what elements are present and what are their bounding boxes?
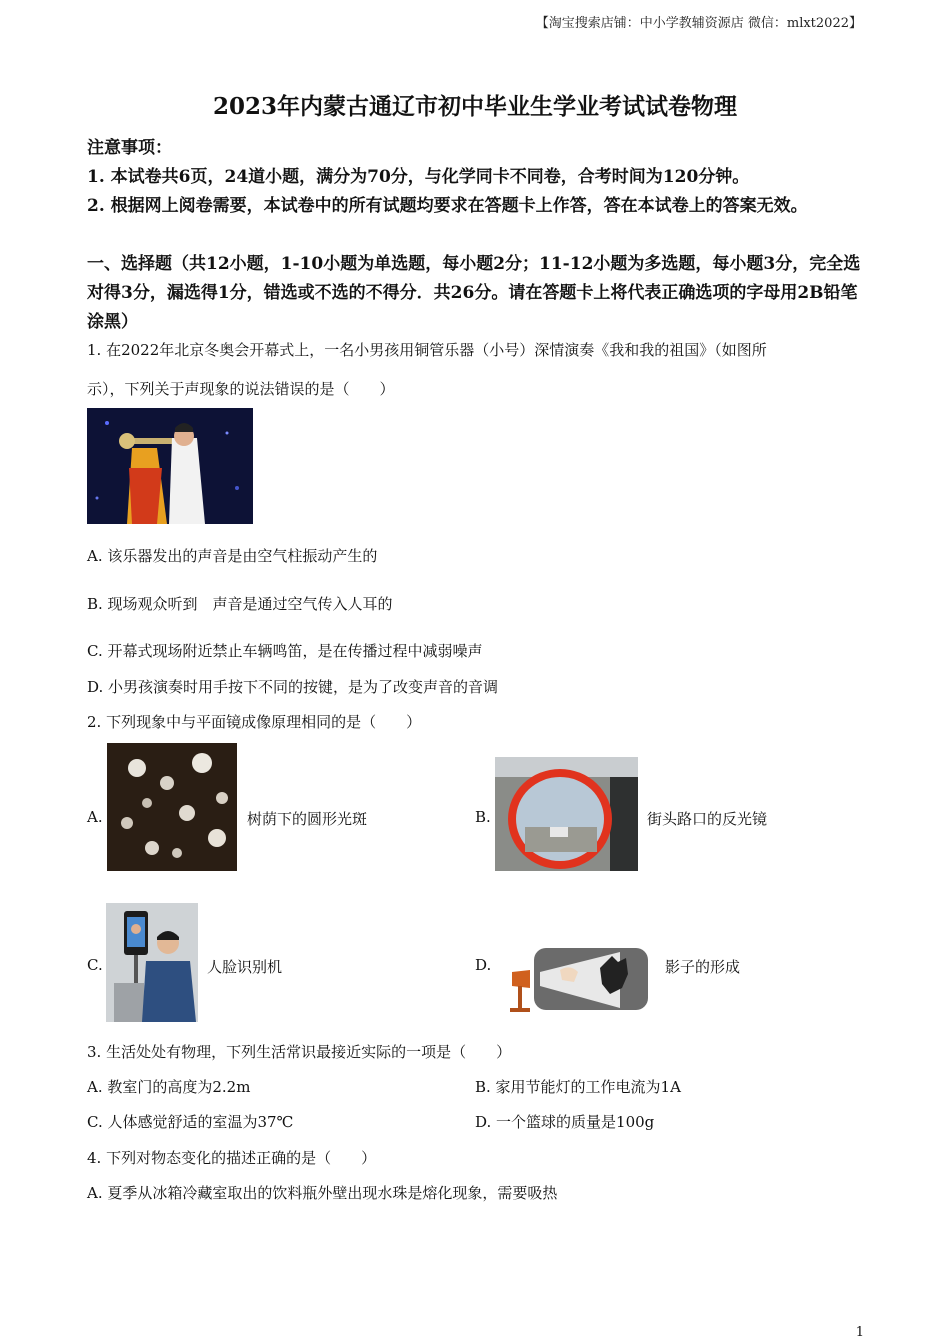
tree-shade-light-spots-photo xyxy=(107,743,237,871)
notice-item-1: 1. 本试卷共6页，24道小题，满分为70分，与化学同卡不同卷，合考时间为120分钟。 xyxy=(87,167,750,187)
q3-option-c: C. 人体感觉舒适的室温为37℃ xyxy=(87,1113,294,1131)
q2-stem: 2. 下列现象中与平面镜成像原理相同的是（ ） xyxy=(87,713,422,731)
notice-heading: 注意事项： xyxy=(87,138,172,158)
q1-stem-line2: 示），下列关于声现象的说法错误的是（ ） xyxy=(87,380,395,398)
q4-option-a: A. 夏季从冰箱冷藏室取出的饮料瓶外壁出现水珠是熔化现象，需要吸热 xyxy=(87,1184,558,1202)
q1-option-b: B. 现场观众听到 声音是通过空气传入人耳的 xyxy=(87,595,393,613)
q3-option-a: A. 教室门的高度为2.2m xyxy=(87,1078,251,1096)
q2-option-d-letter: D. xyxy=(475,956,492,974)
q2-option-a-letter: A. xyxy=(87,808,103,826)
q1-option-d: D. 小男孩演奏时用手按下不同的按键，是为了改变声音的音调 xyxy=(87,678,499,696)
q4-stem: 4. 下列对物态变化的描述正确的是（ ） xyxy=(87,1149,377,1167)
q3-option-b: B. 家用节能灯的工作电流为1A xyxy=(475,1078,681,1096)
q1-option-a: A. 该乐器发出的声音是由空气柱振动产生的 xyxy=(87,547,378,565)
shadow-puppet-illustration xyxy=(500,944,650,1016)
face-recognition-machine-photo xyxy=(106,903,198,1022)
q3-option-d: D. 一个篮球的质量是100g xyxy=(475,1113,655,1131)
q1-stem-line1: 1. 在2022年北京冬奥会开幕式上，一名小男孩用铜管乐器（小号）深情演奏《我和我的祖国》（如图所 xyxy=(87,341,767,359)
q2-option-c-text: 人脸识别机 xyxy=(207,958,283,976)
trumpet-boy-photo xyxy=(87,408,253,524)
q1-option-c: C. 开幕式现场附近禁止车辆鸣笛，是在传播过程中减弱噪声 xyxy=(87,642,483,660)
q2-option-c-letter: C. xyxy=(87,956,103,974)
page-number: 1 xyxy=(855,1325,864,1340)
q2-option-a-text: 树荫下的圆形光斑 xyxy=(247,810,368,828)
q2-option-b-letter: B. xyxy=(475,808,491,826)
notice-item-2: 2. 根据网上阅卷需要，本试卷中的所有试题均要求在答题卡上作答，答在本试卷上的答案无效。 xyxy=(87,196,808,216)
page-header: 【淘宝搜索店铺：中小学教辅资源店 微信：mlxt2022】 xyxy=(535,16,862,31)
section-1-heading: 一、选择题（共12小题，1-10小题为单选题，每小题2分；11-12小题为多选题，每小题3分，完全选对得3分，漏选得1分，错选或不选的不得分．共26分。请在答题卡上将代表正确选项的字母用2B铅笔涂黑） xyxy=(87,254,861,332)
q2-option-b-text: 街头路口的反光镜 xyxy=(647,810,768,828)
exam-title: 2023年内蒙古通辽市初中毕业生学业考试试卷物理 xyxy=(212,93,737,120)
convex-mirror-photo xyxy=(495,757,638,871)
q2-option-d-text: 影子的形成 xyxy=(665,958,741,976)
q3-stem: 3. 生活处处有物理，下列生活常识最接近实际的一项是（ ） xyxy=(87,1043,512,1061)
